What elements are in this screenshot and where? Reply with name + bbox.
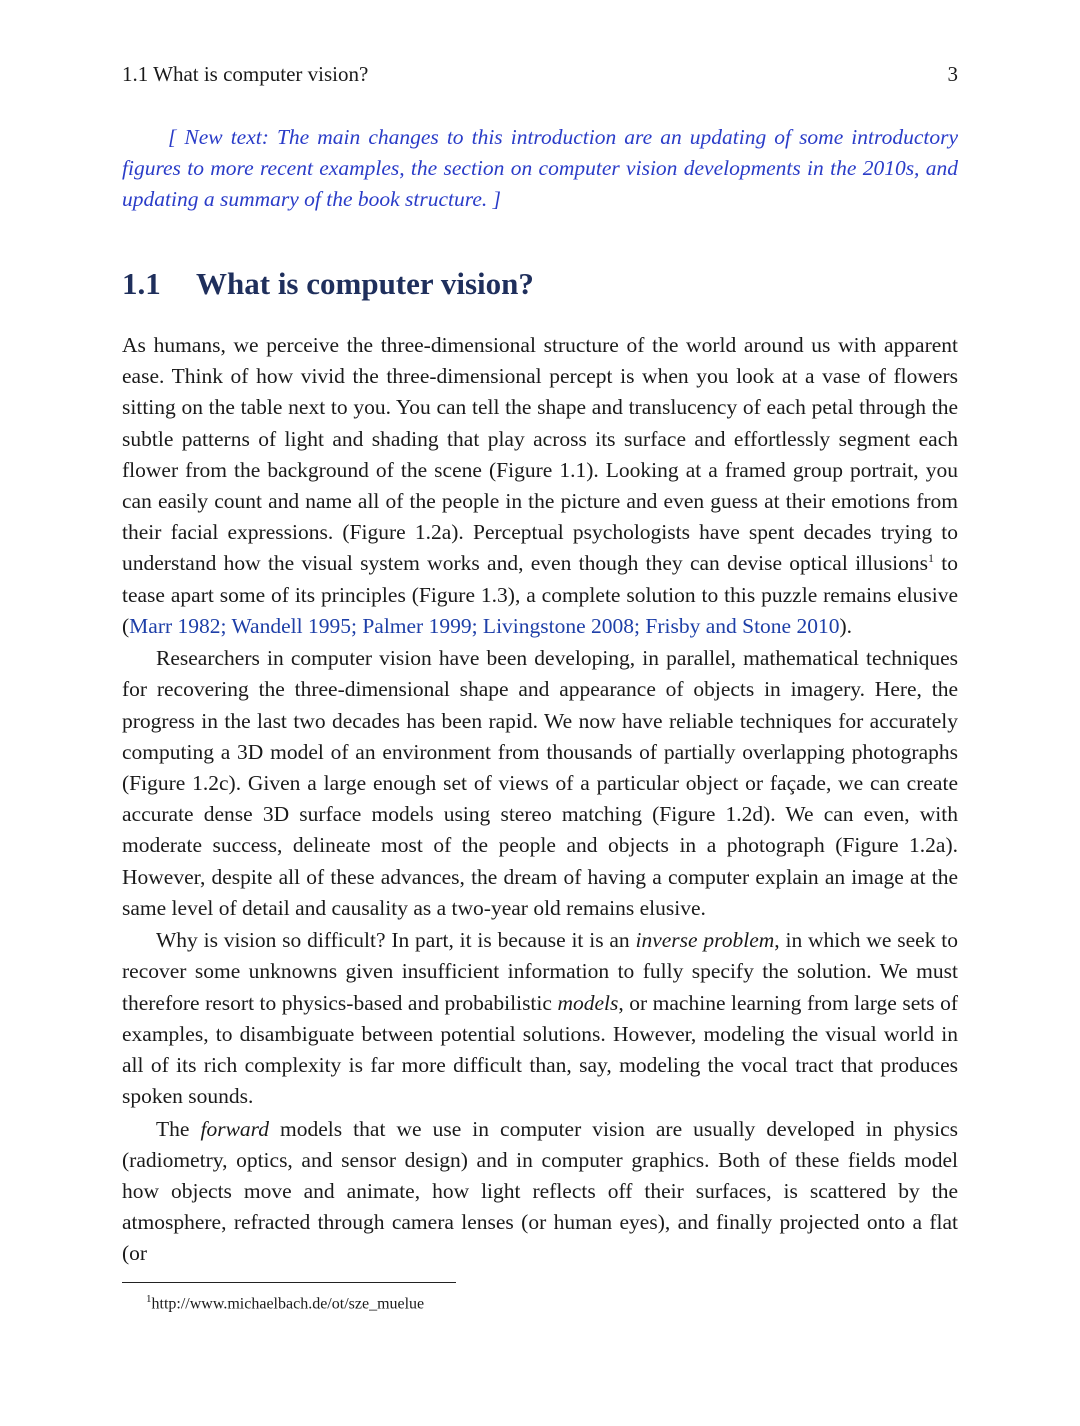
page-number: 3 xyxy=(947,62,958,86)
paragraph-4 xyxy=(122,1114,958,1270)
paragraph-2: Researchers in computer vision have been developing, in parallel, mathematical techniques for recovering the three-dimensional shape and appearance of objects in imagery. Here, the progress in the last two decades has been rapid. We now have reliable techniques for accurately computing a 3D model of an environment from thousands of partially overlapping photographs (Figure 1.2c). Given a large enough set of views of a particular object or façade, we can create accurate dense 3D surface models using stereo matching (Figure 1.2d). We can even, with moderate success, delineate most of the people and objects in a photograph (Figure 1.2a). However, despite all of these advances, the dream of having a computer explain an image at the same level of detail and causality as a two-year old remains elusive. xyxy=(122,646,958,920)
section-number: 1.1 xyxy=(122,266,161,301)
footnote xyxy=(146,1288,424,1315)
emphasis-inverse-problem: inverse problem xyxy=(635,928,775,953)
section-heading xyxy=(122,262,958,306)
paragraph-4-part-b: models that we use in computer vision are usually developed in physics (radiometry, optics, and sensor design) and in computer graphics. Both of these fields model how objects move and animate, how light reflects off their surfaces, is scattered by the atmosphere, refracted through camera lenses (or human eyes), and finally projected onto a flat (or xyxy=(122,1116,958,1266)
paragraph-1-part-a: As humans, we perceive the three-dimensional structure of the world around us with apparent ease. Think of how vivid the three-dimensional percept is when you look at a vase of flowers sitting on the table next to you. You can tell the shape and translucency of each petal through the subtle patterns of light and shading that play across its surface and effortlessly segment each flower from the background of the scene (Figure 1.1). Looking at a framed group portrait, you can easily count and name all of the people in the picture and even guess at their emotions from their facial expressions. (Figure 1.2a). Perceptual psychologists have spent decades trying to understand how the visual system works and, even though they can devise optical illusions xyxy=(122,333,958,576)
paragraph-3 xyxy=(122,925,958,1112)
paragraph-4-part-a: The xyxy=(156,1116,201,1141)
emphasis-forward: forward xyxy=(200,1116,269,1141)
paragraph-3-part-c: , or machine learning from large sets of examples, to disambiguate between potential solutions. However, modeling the visual world in all of its rich complexity is far more difficult than, say, modeling the vocal tract that produces spoken sounds. xyxy=(122,990,958,1109)
paragraph-1-part-b: to tease apart some of its principles (Figure 1.3), a complete solution to this puzzle remains elusive ( xyxy=(122,551,958,638)
running-title: 1.1 What is computer vision? xyxy=(122,62,369,86)
footnote-url[interactable]: http://www.michaelbach.de/ot/sze_muelue xyxy=(151,1295,425,1313)
citation-link[interactable]: Marr 1982; Wandell 1995; Palmer 1999; Livingstone 2008; Frisby and Stone 2010 xyxy=(129,613,840,638)
paragraph-3-part-a: Why is vision so difficult? In part, it is because it is an xyxy=(156,928,636,953)
emphasis-models: models xyxy=(557,990,619,1015)
footnote-number: 1 xyxy=(146,1293,152,1305)
footnote-marker[interactable]: 1 xyxy=(927,551,934,566)
running-header xyxy=(122,60,958,88)
paragraph-3-part-b: , in which we seek to recover some unknowns given insufficient information to fully specify the solution. We must therefore resort to physics-based and probabilistic xyxy=(122,928,959,1015)
paragraph-1-part-c: ). xyxy=(839,613,853,638)
body-text xyxy=(122,330,958,1271)
editor-note: [ New text: The main changes to this introduction are an updating of some introductory figures to more recent examples, the section on computer vision developments in the 2010s, and updating a summary of the book structure. ] xyxy=(122,125,958,212)
footnote-divider xyxy=(122,1282,456,1283)
paragraph-1 xyxy=(122,330,958,642)
section-title: What is computer vision? xyxy=(196,266,534,301)
